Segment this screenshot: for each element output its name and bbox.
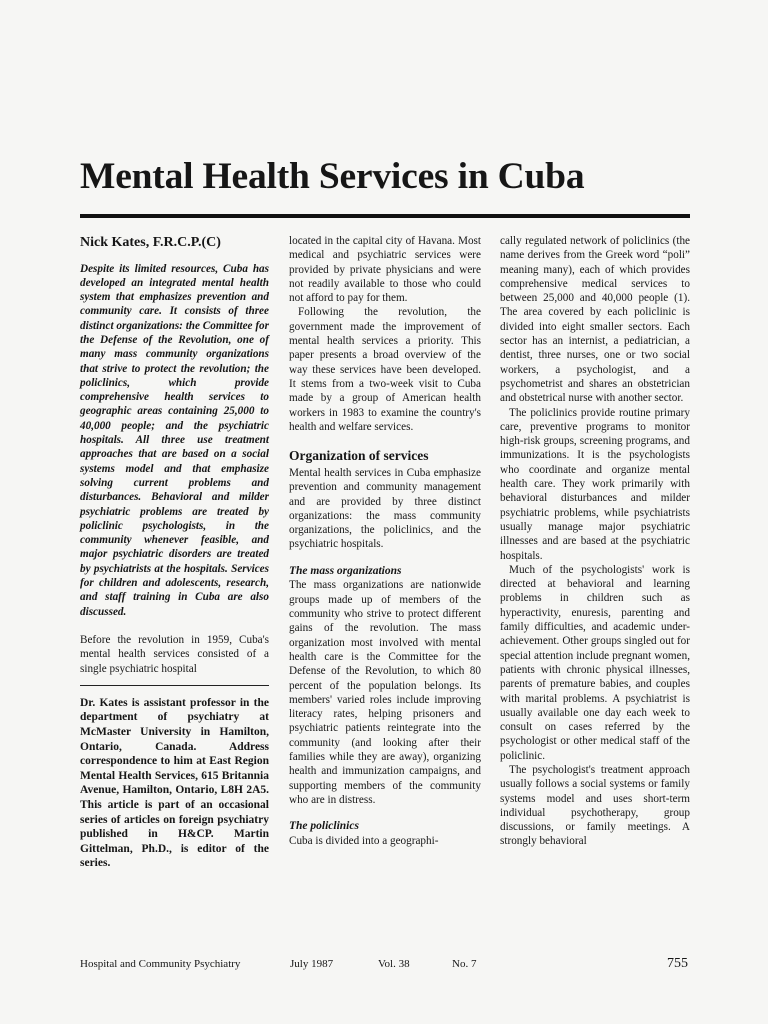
paragraph-policlinics-start: Cuba is divided into a geographi- <box>289 834 439 847</box>
author-bio: Dr. Kates is assistant professor in the department of psychiatry at McMaster University in Hamilton, Ontario, Canada. Address correspondence to him at East Region Mental Health Services, 615 Britannia Avenue, Hamilton, Ontario, L8H 2A5. This article is part of an occasional series of articles on foreign psychiatry published in H&CP. Martin Gittelman, Ph.D., is editor of the series. <box>80 696 269 870</box>
column-3 <box>500 234 690 849</box>
subheading-mass-organizations: The mass organizations <box>289 564 402 577</box>
subheading-policlinics: The policlinics <box>289 820 359 833</box>
abstract: Despite its limited resources, Cuba has developed an integrated mental health system that emphasizes prevention and community care. It consists of three distinct organizations: the Committee for the Defense of the Revolution, one of many mass community organizations that strive to protect the revolution; the policlinics, which provide comprehensive health services to geographic areas containing 25,000 to 40,000 people; and the psychiatric hospitals. All three use treatment approaches that are based on a social systems model and that emphasize solving current problems and disturbances. Behavioral and milder psychiatric problems are treated by policlinic psychologists, in the community whenever feasible, and major psychiatric disorders are treated by psychiatrists at the hospitals. Services for children and adolescents, research, and staff training in Cuba are also discussed. <box>80 262 269 618</box>
bio-divider <box>80 685 269 686</box>
intro-paragraph: Before the revolution in 1959, Cuba's mental health services consisted of a single psychiatric hospital <box>80 633 269 675</box>
footer-number: No. 7 <box>452 958 477 970</box>
paragraph-treatment-approach: The psychologist's treatment approach usually follows a social systems or family systems model and uses short-term individual psychotherapy, group discussions, or family meetings. A strongly behavioral <box>500 763 690 848</box>
footer-volume: Vol. 38 <box>378 958 410 970</box>
title-rule <box>80 214 690 218</box>
footer-journal: Hospital and Community Psychiatry <box>80 958 241 970</box>
page-footer <box>0 956 768 972</box>
intro-continued: located in the capital city of Havana. Most medical and psychiatric services were provided by private physicians and were not readily available to those who could not afford to pay for them. <box>289 235 481 305</box>
column-2 <box>289 234 481 848</box>
section-heading-organization: Organization of services <box>289 448 429 464</box>
column-1 <box>80 234 269 871</box>
paragraph-organization: Mental health services in Cuba emphasize prevention and community management and are provided by three distinct organizations: the mass community organizations, the policlinics, and the psychiatric hospitals. <box>289 467 481 551</box>
author-name: Nick Kates, F.R.C.P.(C) <box>80 235 221 250</box>
article-title: Mental Health Services in Cuba <box>80 156 585 197</box>
paragraph-policlinic-network: cally regulated network of policlinics (the name derives from the Greek word “poli” meaning many), each of which provides comprehensive medical services to between 25,000 and 40,000 people (1). The area covered by each policlinic is divided into eight smaller sectors. Each sector has an internist, a pediatrician, a dentist, three nurses, one or two social workers, a psychologist, and a psychometrist and shares an obstetrician and obstetrical nurse with another sector. <box>500 235 690 405</box>
paragraph-overview: Following the revolution, the government made the improvement of mental health services a priority. This paper presents a broad overview of the way these services have been developed. It stems from a two-week visit to Cuba made by a group of American health workers in 1983 to examine the country's health and welfare services. <box>289 306 481 433</box>
paragraph-mass-organizations: The mass organizations are nationwide groups made up of members of the community who strive to protect different gains of the revolution. The mass organization most involved with mental health care is the Committee for the Defense of the Revolution, to which 80 percent of the population belongs. Its members' varied roles include improving literacy rates, helping prisoners and psychiatric patients reintegrate into the community (and looking after their families while they are away), organizing health and immunization campaigns, and supporting members of the community who are in distress. <box>289 579 481 806</box>
paragraph-policlinic-care: The policlinics provide routine primary care, preventive programs to monitor high-risk groups, screening programs, and immunizations. It is the psychologists who coordinate and organize mental health care. They work primarily with behavioral disturbances and milder psychiatric problems, while psychiatrists usually manage major psychiatric illnesses and are based at the psychiatric hospitals. <box>500 406 690 562</box>
footer-date: July 1987 <box>290 958 334 970</box>
paragraph-psychologist-work: Much of the psychologists' work is directed at behavioral and learning problems in children such as hyperactivity, enuresis, parenting and family difficulties, and academic under-achievement. Other groups singled out for special attention include pregnant women, patients with chronic physical illnesses, parents of premature babies, and couples with marital problems. A psychiatrist is usually available one day each week to consult on cases referred by the psychologist or other medical staff of the policlinic. <box>500 563 690 762</box>
footer-page-number: 755 <box>667 956 688 971</box>
